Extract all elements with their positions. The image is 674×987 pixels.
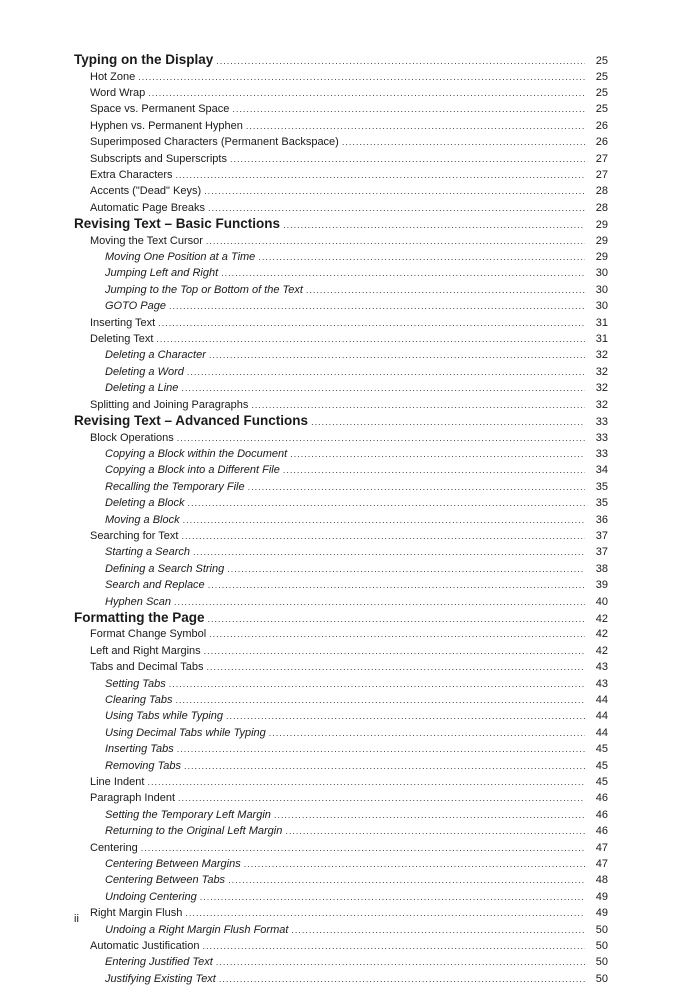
toc-entry-title: Starting a Search — [105, 546, 190, 559]
toc-entry-page: 42 — [595, 612, 608, 625]
toc-entry-title: Copying a Block within the Document — [105, 447, 288, 460]
toc-entry-page: 45 — [595, 759, 608, 772]
dot-leader — [207, 659, 585, 675]
dot-leader — [246, 118, 585, 134]
toc-entry — [74, 528, 608, 544]
toc-entry-page: 38 — [595, 562, 608, 575]
dot-leader — [311, 414, 585, 431]
toc-entry — [74, 790, 608, 806]
toc-entry-page: 44 — [595, 694, 608, 707]
dot-leader — [183, 512, 585, 528]
toc-entry-page: 45 — [595, 743, 608, 756]
toc-entry-page: 46 — [595, 825, 608, 838]
toc-entry-title: Accents ("Dead" Keys) — [90, 185, 202, 198]
toc-entry-page: 32 — [595, 398, 608, 411]
dot-leader — [176, 167, 585, 183]
toc-entry — [74, 69, 608, 85]
toc-subentry — [74, 544, 608, 560]
toc-entry-page: 26 — [595, 136, 608, 149]
toc-subentry — [74, 971, 608, 987]
toc-entry-title: Deleting a Line — [105, 382, 179, 395]
dot-leader — [169, 298, 585, 314]
toc-entry-title: Tabs and Decimal Tabs — [90, 661, 204, 674]
toc-entry-title: Subscripts and Superscripts — [90, 152, 227, 165]
dot-leader — [269, 725, 585, 741]
toc-entry-title: Using Decimal Tabs while Typing — [105, 726, 266, 739]
dot-leader — [208, 611, 585, 628]
dot-leader — [158, 315, 585, 331]
toc-entry-page: 50 — [595, 939, 608, 952]
toc-entry — [74, 151, 608, 167]
toc-entry-page: 50 — [595, 956, 608, 969]
toc-entry-page: 35 — [595, 480, 608, 493]
dot-leader — [285, 823, 585, 839]
toc-entry-title: Centering Between Tabs — [105, 874, 226, 887]
dot-leader — [251, 397, 585, 413]
toc-entry-title: Jumping to the Top or Bottom of the Text — [105, 283, 303, 296]
toc-entry-title: Search and Replace — [105, 579, 205, 592]
toc-subentry — [74, 561, 608, 577]
toc-entry — [74, 101, 608, 117]
toc-section-heading — [74, 52, 608, 69]
dot-leader — [209, 347, 585, 363]
toc-entry — [74, 840, 608, 856]
toc-entry-page: 33 — [595, 416, 608, 428]
toc-entry-title: GOTO Page — [105, 300, 166, 313]
toc-entry-page: 25 — [595, 70, 608, 83]
dot-leader — [202, 938, 585, 954]
toc-subentry — [74, 807, 608, 823]
toc-entry-title: Deleting a Word — [105, 365, 184, 378]
toc-entry-page: 42 — [595, 644, 608, 657]
dot-leader — [216, 53, 585, 70]
toc-subentry — [74, 512, 608, 528]
toc-entry-title: Deleting Text — [90, 333, 154, 346]
toc-entry-title: Clearing Tabs — [105, 694, 173, 707]
toc-entry-page: 25 — [595, 103, 608, 116]
toc-subentry — [74, 298, 608, 314]
toc-entry-page: 39 — [595, 579, 608, 592]
toc-subentry — [74, 462, 608, 478]
toc-entry-page: 33 — [595, 431, 608, 444]
toc-section-heading — [74, 413, 608, 430]
toc-subentry — [74, 823, 608, 839]
toc-subentry — [74, 741, 608, 757]
toc-entry-page: 34 — [595, 464, 608, 477]
toc-entry-title: Superimposed Characters (Permanent Backspace) — [90, 136, 339, 149]
toc-entry-page: 32 — [595, 382, 608, 395]
toc-entry-page: 32 — [595, 349, 608, 362]
toc-entry-page: 25 — [595, 86, 608, 99]
toc-entry-page: 35 — [595, 497, 608, 510]
toc-subentry — [74, 577, 608, 593]
dot-leader — [244, 856, 585, 872]
dot-leader — [187, 364, 585, 380]
toc-subentry — [74, 922, 608, 938]
toc-entry-page: 42 — [595, 628, 608, 641]
toc-entry-title: Block Operations — [90, 431, 174, 444]
toc-entry-page: 50 — [595, 923, 608, 936]
toc-entry-title: Space vs. Permanent Space — [90, 103, 230, 116]
dot-leader — [208, 200, 585, 216]
toc-entry-title: Searching for Text — [90, 529, 179, 542]
toc-entry — [74, 200, 608, 216]
toc-entry-page: 47 — [595, 857, 608, 870]
dot-leader — [177, 430, 585, 446]
dot-leader — [219, 971, 585, 987]
dot-leader — [227, 561, 585, 577]
toc-entry-title: Setting Tabs — [105, 677, 166, 690]
dot-leader — [291, 922, 585, 938]
toc-entry — [74, 183, 608, 199]
toc-entry-page: 45 — [595, 776, 608, 788]
dot-leader — [306, 282, 585, 298]
toc-subentry — [74, 676, 608, 692]
toc-entry-page: 33 — [595, 447, 608, 460]
toc-entry-title: Centering Between Margins — [105, 857, 241, 870]
dot-leader — [221, 265, 585, 281]
dot-leader — [188, 495, 586, 511]
toc-entry-title: Revising Text – Advanced Functions — [74, 413, 309, 428]
toc-entry-page: 28 — [595, 201, 608, 214]
toc-entry-title: Setting the Temporary Left Margin — [105, 808, 271, 821]
dot-leader — [177, 741, 585, 757]
toc-entry — [74, 118, 608, 134]
toc-entry-title: Justifying Existing Text — [105, 972, 216, 985]
toc-entry-page: 36 — [595, 513, 608, 526]
dot-leader — [169, 676, 585, 692]
toc-subentry — [74, 265, 608, 281]
toc-entry — [74, 134, 608, 150]
toc-entry-page: 47 — [595, 841, 608, 854]
toc-entry-title: Undoing Centering — [105, 890, 197, 903]
dot-leader — [208, 577, 585, 593]
toc-entry-page: 49 — [595, 890, 608, 903]
toc-entry-page: 49 — [595, 907, 608, 920]
dot-leader — [147, 774, 585, 790]
table-of-contents — [74, 52, 608, 987]
toc-entry-title: Extra Characters — [90, 168, 173, 181]
toc-entry-page: 29 — [595, 234, 608, 247]
toc-entry-title: Moving a Block — [105, 513, 180, 526]
toc-entry-page: 32 — [595, 365, 608, 378]
toc-entry-title: Entering Justified Text — [105, 956, 213, 969]
dot-leader — [156, 331, 585, 347]
toc-entry-title: Centering — [90, 841, 138, 854]
toc-entry — [74, 643, 608, 659]
dot-leader — [141, 840, 585, 856]
dot-leader — [283, 462, 585, 478]
dot-leader — [148, 85, 585, 101]
toc-entry-title: Revising Text – Basic Functions — [74, 216, 281, 232]
toc-entry-page: 46 — [595, 792, 608, 805]
toc-entry-title: Right Margin Flush — [90, 907, 183, 920]
toc-entry-title: Automatic Justification — [90, 939, 200, 952]
toc-entry — [74, 85, 608, 101]
toc-entry-page: 30 — [595, 267, 608, 280]
dot-leader — [200, 889, 585, 905]
toc-subentry — [74, 889, 608, 905]
toc-entry — [74, 430, 608, 446]
toc-entry — [74, 626, 608, 642]
toc-entry-title: Paragraph Indent — [90, 792, 176, 805]
toc-entry-title: Deleting a Character — [105, 349, 206, 362]
toc-subentry — [74, 856, 608, 872]
toc-section-heading — [74, 216, 608, 233]
dot-leader — [204, 183, 585, 199]
toc-entry-title: Moving One Position at a Time — [105, 251, 256, 264]
toc-entry-title: Splitting and Joining Paragraphs — [90, 398, 249, 411]
toc-entry — [74, 233, 608, 249]
dot-leader — [181, 528, 585, 544]
dot-leader — [248, 479, 585, 495]
dot-leader — [216, 954, 585, 970]
toc-subentry — [74, 495, 608, 511]
dot-leader — [178, 790, 585, 806]
toc-subentry — [74, 708, 608, 724]
toc-entry-page: 29 — [595, 219, 608, 232]
toc-entry-title: Jumping Left and Right — [105, 267, 219, 280]
toc-entry-page: 31 — [595, 333, 608, 346]
dot-leader — [185, 905, 585, 921]
dot-leader — [226, 708, 585, 724]
toc-entry-page: 44 — [595, 726, 608, 739]
toc-entry-page: 30 — [595, 300, 608, 313]
toc-entry-page: 26 — [595, 119, 608, 132]
toc-subentry — [74, 380, 608, 396]
toc-entry — [74, 397, 608, 413]
toc-entry-title: Copying a Block into a Different File — [105, 464, 280, 477]
toc-subentry — [74, 446, 608, 462]
toc-entry — [74, 659, 608, 675]
toc-entry-page: 31 — [595, 316, 608, 329]
toc-entry-title: Word Wrap — [90, 86, 146, 99]
dot-leader — [230, 151, 585, 167]
dot-leader — [181, 380, 585, 396]
dot-leader — [184, 758, 585, 774]
page-number: ii — [74, 913, 79, 925]
toc-entry-title: Recalling the Temporary File — [105, 480, 245, 493]
toc-entry — [74, 331, 608, 347]
dot-leader — [342, 134, 585, 150]
toc-entry-title: Inserting Text — [90, 316, 156, 329]
dot-leader — [209, 626, 585, 642]
toc-entry-title: Removing Tabs — [105, 759, 182, 772]
toc-entry-title: Using Tabs while Typing — [105, 710, 224, 723]
toc-entry-title: Typing on the Display — [74, 52, 214, 67]
dot-leader — [204, 643, 585, 659]
toc-subentry — [74, 249, 608, 265]
toc-subentry — [74, 282, 608, 298]
toc-entry-page: 43 — [595, 677, 608, 690]
dot-leader — [175, 692, 585, 708]
toc-subentry — [74, 692, 608, 708]
toc-entry-page: 43 — [595, 661, 608, 674]
toc-entry-title: Left and Right Margins — [90, 644, 201, 657]
toc-entry-page: 27 — [595, 168, 608, 181]
toc-subentry — [74, 725, 608, 741]
toc-entry-title: Inserting Tabs — [105, 743, 174, 756]
toc-entry-page: 28 — [595, 185, 608, 198]
toc-subentry — [74, 872, 608, 888]
toc-entry-title: Defining a Search String — [105, 562, 225, 575]
dot-leader — [274, 807, 585, 823]
toc-entry-page: 44 — [595, 710, 608, 723]
toc-entry — [74, 315, 608, 331]
toc-entry-title: Automatic Page Breaks — [90, 201, 205, 214]
toc-entry-title: Format Change Symbol — [90, 628, 207, 641]
dot-leader — [228, 872, 585, 888]
toc-entry-page: 27 — [595, 152, 608, 165]
toc-subentry — [74, 364, 608, 380]
toc-entry-title: Moving the Text Cursor — [90, 234, 203, 247]
toc-section-heading — [74, 610, 608, 627]
dot-leader — [206, 233, 585, 249]
dot-leader — [174, 594, 585, 610]
toc-subentry — [74, 758, 608, 774]
toc-entry — [74, 905, 608, 921]
toc-subentry — [74, 594, 608, 610]
toc-entry-title: Line Indent — [90, 776, 145, 788]
toc-entry-title: Deleting a Block — [105, 497, 185, 510]
dot-leader — [138, 69, 585, 85]
toc-entry-page: 37 — [595, 546, 608, 559]
toc-subentry — [74, 479, 608, 495]
toc-entry-title: Hot Zone — [90, 70, 136, 83]
toc-entry-title: Returning to the Original Left Margin — [105, 825, 283, 838]
toc-entry-page: 50 — [595, 972, 608, 985]
toc-entry-page: 25 — [595, 55, 608, 67]
toc-entry-title: Hyphen Scan — [105, 595, 172, 608]
toc-entry-page: 46 — [595, 808, 608, 821]
toc-entry-title: Undoing a Right Margin Flush Format — [105, 923, 289, 936]
toc-entry-title: Hyphen vs. Permanent Hyphen — [90, 119, 243, 132]
dot-leader — [232, 101, 585, 117]
dot-leader — [193, 544, 585, 560]
toc-entry-page: 37 — [595, 529, 608, 542]
dot-leader — [290, 446, 585, 462]
toc-entry — [74, 774, 608, 790]
toc-entry — [74, 938, 608, 954]
toc-subentry — [74, 954, 608, 970]
dot-leader — [258, 249, 585, 265]
toc-entry-page: 30 — [595, 283, 608, 296]
toc-subentry — [74, 347, 608, 363]
toc-entry-page: 29 — [595, 251, 608, 264]
toc-entry — [74, 167, 608, 183]
dot-leader — [283, 217, 585, 234]
toc-entry-title: Formatting the Page — [74, 609, 205, 625]
toc-entry-page: 40 — [595, 595, 608, 608]
toc-entry-page: 48 — [595, 874, 608, 887]
